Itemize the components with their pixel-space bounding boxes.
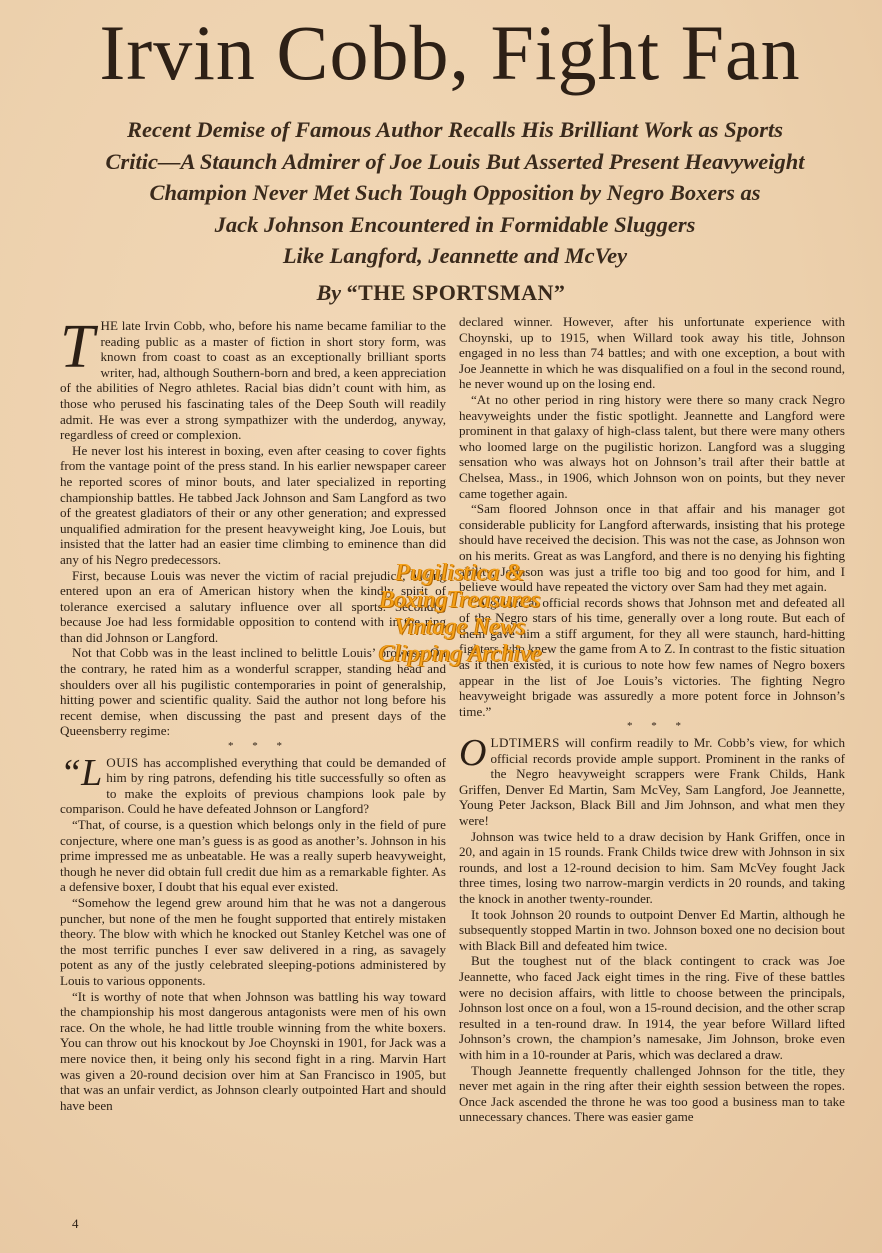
paragraph <box>60 313 446 443</box>
paragraph: Not that Cobb was in the least inclined to belittle Louis’ prowess. On the contrary, he rated him as a wonderful scrapper, standing head and shoulders over all his pugilistic contemporaries in point of generalship, hitting power and scientific quality. Said the author not long before his recent demise, when discussing the past and present days of the Queensberry regime: <box>60 645 446 739</box>
drop-cap: “L <box>60 751 103 794</box>
page-number: 4 <box>72 1216 79 1231</box>
article-title: Irvin Cobb, Fight Fan <box>99 9 801 96</box>
deck-line: Jack Johnson Encountered in Formidable Sluggers <box>214 211 696 237</box>
right-column <box>459 314 845 1125</box>
paragraph: Johnson was twice held to a draw decision by Hank Griffen, once in 20, and again in 15 rounds. Frank Childs twice drew with Johnson in six rounds, and lost a 12-round decision to him. Sam McVey fought Jack three times, losing two narrow-margin verdicts in 20 rounds, and taking the knock in another twenty-rounder. <box>459 828 845 906</box>
paragraph: declared winner. However, after his unfortunate experience with Choynski, up to 1915, when Willard took away his title, Johnson engaged in no less than 74 battles; and with one exception, a bout with Joe Jeannette in which he was disqualified on a foul in the second round, he never wound up on the losing end. <box>459 314 845 392</box>
deck-line: Critic—A Staunch Admirer of Joe Louis But Asserted Present Heavyweight <box>105 148 805 174</box>
article-deck <box>40 114 870 272</box>
paragraph: But the toughest nut of the black contingent to crack was Joe Jeannette, who faced Jack eight times in the ring. Five of these battles were no decision affairs, with little to choose between the principals, Johnson lost once on a foul, won a 15-round decision, and the other scrap resulted in a ten-round draw. In 1914, the year before Willard lifted Johnson’s crown, the champion’s namesake, Jim Johnson, broke even with him in a 10-rounder at Paris, which was declared a draw. <box>459 953 845 1062</box>
watermark-line: Clipping Archive <box>378 641 542 667</box>
paragraph: “At no other period in ring history were there so many crack Negro heavyweights under the fistic spotlight. Jeannette and Langford were prominent in that galaxy of high-class talent, but there were many others who loomed large on the pugilistic horizon. Langford was a slugging sensation who was always hot on Johnson’s trail after their battle at Chelsea, Mass., in 1906, which Johnson won on points, but they never came together again. <box>459 391 845 501</box>
paragraph: “That, of course, is a question which belongs only in the field of pure conjecture, where one man’s guess is as good as another’s. Johnson in his prime impressed me as unbeatable. He was a really superb heavyweight, though he never did obtain full credit due him as a remarkable fighter. As a defensive boxer, I doubt that his equal ever existed. <box>60 817 446 895</box>
paragraph: It took Johnson 20 rounds to outpoint Denver Ed Martin, although he subsequently stopped Martin in two. Johnson boxed one no decision bout with Black Bill and defeated him twice. <box>459 906 845 953</box>
deck-line: Champion Never Met Such Tough Opposition by Negro Boxers as <box>149 180 761 205</box>
watermark-line: Pugilistica & <box>395 560 525 586</box>
paragraph: “Somehow the legend grew around him that he was not a dangerous puncher, but none of the men he fought supported that entirely mistaken theory. The blow with which he knocked out Stanley Ketchel was one of the most terrific punches I ever saw delivered in a ring, as savagely potent as any of the justly celebrated sleeping-potions administered by Louis to various opponents. <box>60 894 446 988</box>
drop-cap: O <box>459 732 487 775</box>
byline-name: “THE SPORTSMAN” <box>346 280 566 305</box>
paragraph: Though Jeannette frequently challenged Johnson for the title, they never met again in the ring after their eighth session between the ropes. Once Jack ascended the throne he was too good a business man to take unnecessary chances. There was easier game <box>459 1062 845 1125</box>
paragraph: “A glance at official records shows that Johnson met and defeated all of the Negro stars of his time, generally over a long route. But each of them gave him a stiff argument, for they all were staunch, hard-hitting fighters who knew the game from A to Z. In contrast to the fistic situation as it then existed, it is curious to note how few names of Negro boxers appear in the list of Joe Louis’s victories. The fighting Negro heavyweight brigade was assuredly a more potent force in Johnson’s time.” <box>459 594 845 719</box>
drop-cap: T <box>60 313 95 381</box>
paragraph: “Sam floored Johnson once in that affair and his manager got considerable publicity for Langford afterwards, insisting that his protege should have received the decision. This was not the case, as Johnson won on his merits. Great as was Langford, and there is no denying his fighting ability, Johnson was just a trifle too big and too good for him, and I believe would have repeated the victory over Sam had they met again. <box>459 501 845 595</box>
watermark-line: Vintage News <box>394 614 526 640</box>
paragraph <box>459 732 845 829</box>
paragraph-text: will confirm readily to Mr. Cobb’s view, for which official records provide ample support. Prominent in the ranks of the Negro heavyweight scrappers were Frank Childs, Hank Griffen, Denver Ed Martin, Sam McVey, Sam Langford, Joe Jeannette, Young Peter Jackson, Black Bill and Jim Johnson, and what men they were! <box>459 735 845 828</box>
paragraph: He never lost his interest in boxing, even after ceasing to cover fights from the vantage point of the press stand. In his earlier newspaper career he reported scores of minor bouts, and later specialized in reporting championship battles. He tabbed Jack Johnson and Sam Langford as two of the greatest gladiators of their or any other generation; and expressed unqualified admiration for the present heavyweight king, Joe Louis, but insisted that the latter had an easier time climbing to eminence than did any of his Negro predecessors. <box>60 442 446 567</box>
left-column <box>60 313 446 1113</box>
paragraph: First, because Louis was never the victim of racial prejudice, having entered upon an era of American history when the kindly spirit of tolerance exercised a salutary influence over all sports. Secondly, because Joe had less formidable opposition to contend with in the ring than did Johnson or Langford. <box>60 567 446 645</box>
lead-in: OUIS <box>106 754 139 770</box>
paragraph: “It is worthy of note that when Johnson was battling his way toward the championship his most dangerous antagonists were men of his own race. On the whole, he had little trouble winning from the white boxers. You can throw out his knockout by Joe Choynski in 1901, for Jack was a mere novice then, it being only his second fight in a ring. Marvin Hart was given a 20-round decision over him at San Francisco in 1905, but that was an unfair verdict, as Johnson clearly outpointed Hart and should have been <box>60 988 446 1113</box>
paragraph-text: has accomplished everything that could be demanded of him by ring patrons, defending his title successfully so often as to make the exploits of previous champions look pale by comparison. Could he have defeated Johnson or Langford? <box>60 754 446 817</box>
byline <box>0 280 882 306</box>
section-divider: * * * <box>627 720 689 733</box>
paragraph <box>60 751 446 817</box>
byline-prefix: By <box>316 280 342 305</box>
watermark-line: BoxingTreasures <box>379 587 541 613</box>
lead-in: LDTIMERS <box>490 735 560 751</box>
section-divider: * * * <box>228 740 290 753</box>
deck-line: Recent Demise of Famous Author Recalls His Brilliant Work as Sports <box>127 117 783 142</box>
paragraph-text: HE late Irvin Cobb, who, before his name became familiar to the reading public as a master of fiction in short story form, was known from coast to coast as an exceptionally brilliant sports writer, had, although Southern-born and bred, a keen appreciation of the abilities of Negro athletes. Racial bias didn’t count with him, as those who perused his fascinating tales of the Deep South will readily admit. He was ever a strong sympathizer with the underdog, anyway, regardless of creed or complexion. <box>60 318 446 443</box>
deck-line: Like Langford, Jeannette and McVey <box>282 243 628 268</box>
